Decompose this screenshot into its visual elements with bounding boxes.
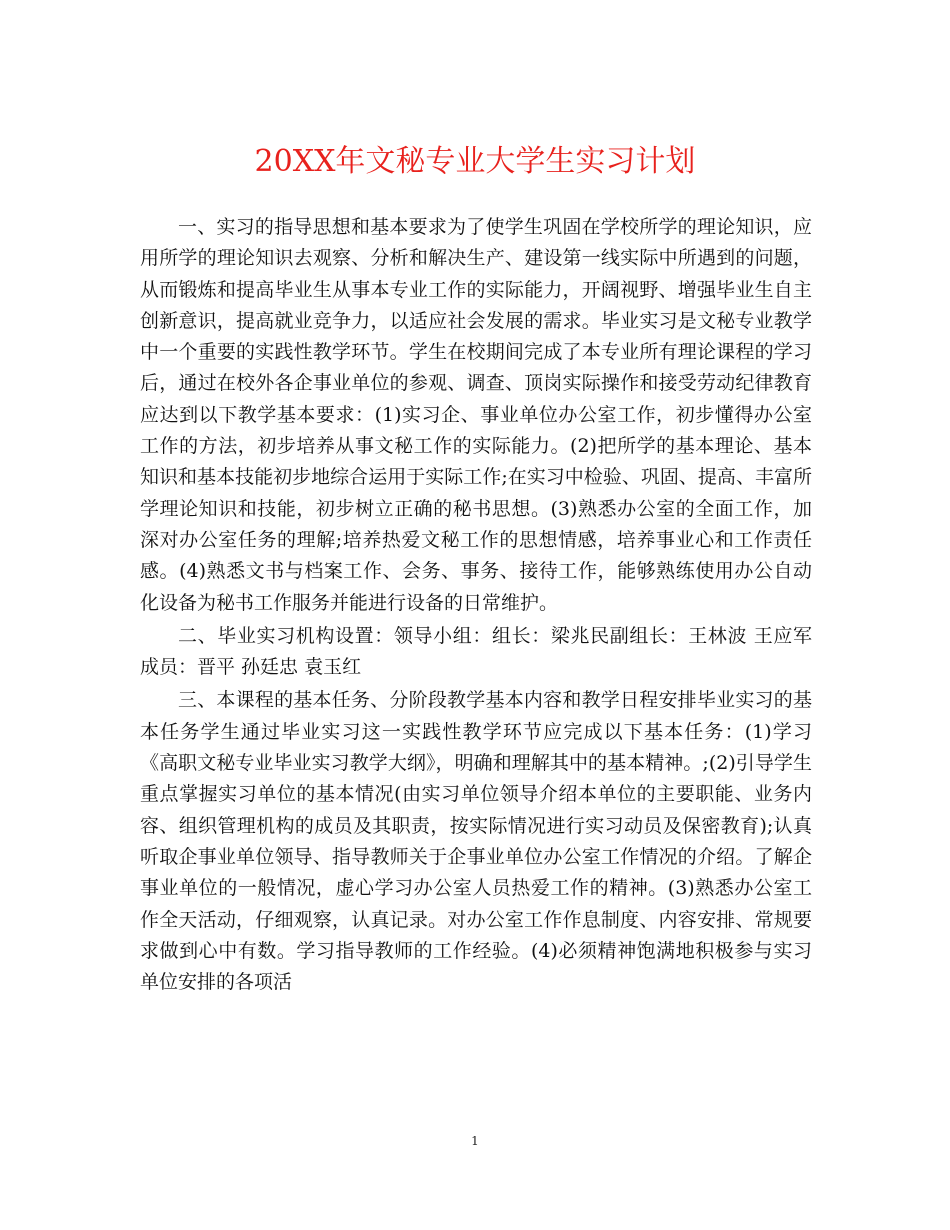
page-number: 1 — [471, 1134, 479, 1148]
paragraph-3: 三、本课程的基本任务、分阶段教学基本内容和教学日程安排毕业实习的基本任务学生通过毕业实习这一实践性教学环节应完成以下基本任务：(1)学习《高职文秘专业毕业实习教学大纲》，明确和理解其中的基本精神。;(2)引导学生重点掌握实习单位的基本情况(由实习单位领导介绍本单位的主要职能、业务内容、组织管理机构的成员及其职责，按实际情况进行实习动员及保密教育);认真听取企事业单位领导、指导教师关于企事业单位办公室工作情况的介绍。了解企事业单位的一般情况，虚心学习办公室人员热爱工作的精神。(3)熟悉办公室工作全天活动，仔细观察，认真记录。对办公室工作作息制度、内容安排、常规要求做到心中有数。学习指导教师的工作经验。(4)必须精神饱满地积极参与实习单位安排的各项活 — [140, 689, 812, 994]
paragraph-1: 一、实习的指导思想和基本要求为了使学生巩固在学校所学的理论知识，应用所学的理论知识去观察、分析和解决生产、建设第一线实际中所遇到的问题，从而锻炼和提高毕业生从事本专业工作的实际能力，开阔视野、增强毕业生自主创新意识，提高就业竞争力，以适应社会发展的需求。毕业实习是文秘专业教学中一个重要的实践性教学环节。学生在校期间完成了本专业所有理论课程的学习后，通过在校外各企事业单位的参观、调查、顶岗实际操作和接受劳动纪律教育应达到以下教学基本要求：(1)实习企、事业单位办公室工作，初步懂得办公室工作的方法，初步培养从事文秘工作的实际能力。(2)把所学的基本理论、基本知识和基本技能初步地综合运用于实际工作;在实习中检验、巩固、提高、丰富所学理论知识和技能，初步树立正确的秘书思想。(3)熟悉办公室的全面工作，加深对办公室任务的理解;培养热爱文秘工作的思想情感，培养事业心和工作责任感。(4)熟悉文书与档案工作、会务、事务、接待工作，能够熟练使用办公自动化设备为秘书工作服务并能进行设备的日常维护。 — [140, 216, 812, 614]
document-title: 20XX年文秘专业大学生实习计划 — [254, 144, 696, 179]
paragraph-2: 二、毕业实习机构设置：领导小组：组长：梁兆民副组长：王林波 王应军 成员：晋平 孙廷忠 袁玉红 — [140, 624, 812, 679]
document-body — [140, 212, 812, 1000]
